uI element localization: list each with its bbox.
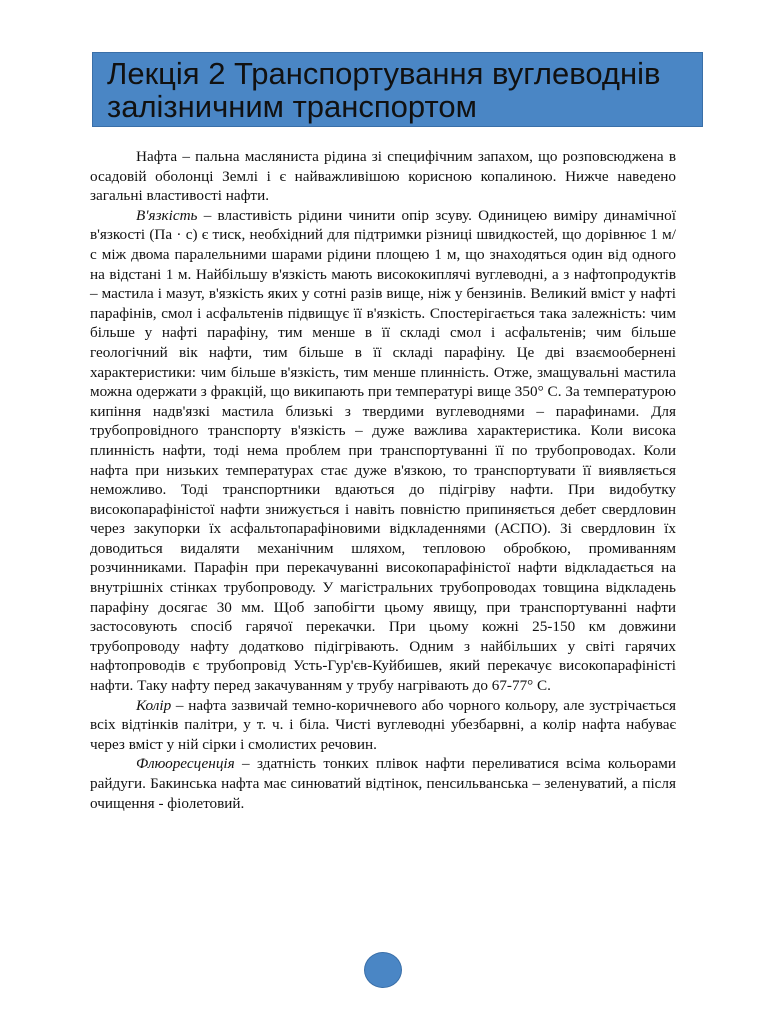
- lecture-body: [90, 147, 676, 813]
- title-line-2: залізничним транспортом: [107, 89, 477, 124]
- paragraph-text: Нафта – пальна масляниста рідина зі специфічним запахом, що розповсюджена в осадовій оболонці Землі і є найважливішою корисною копалиною. Нижче наведено загальні властивості нафти.: [90, 148, 676, 205]
- paragraph-viscosity: [90, 206, 676, 696]
- page-title: [107, 57, 703, 123]
- paragraph-text: – здатність тонких плівок нафти переливатися всіма кольорами райдуги. Бакинська нафта має синюватий відтінок, пенсильванська – зеленуватий, а після очищення - фіолетовий.: [90, 755, 676, 812]
- page-marker-circle: [364, 952, 402, 988]
- paragraph-color: [90, 696, 676, 755]
- term-viscosity: В'язкість: [136, 206, 198, 224]
- title-banner: [92, 52, 703, 127]
- term-color: Колір: [136, 696, 172, 714]
- paragraph-text: – нафта зазвичай темно-коричневого або чорного кольору, але зустрічається всіх відтінків палітри, у т. ч. і біла. Чисті вуглеводні убезбарвні, а колір нафта набуває через вміст у ній сірки і смолистих речовин.: [90, 696, 676, 753]
- paragraph-intro: [90, 147, 676, 206]
- title-line-1: Лекція 2 Транспортування вуглеводнів: [107, 56, 661, 91]
- term-fluorescence: Флюоресценція: [136, 755, 235, 773]
- paragraph-text: – властивість рідини чинити опір зсуву. Одиницею виміру динамічної в'язкості (Па · с) є тиск, необхідний для підтримки різниці швидкостей, що дорівнює 1 м/с між двома паралельними шарами рідини площею 1 м, що знаходяться один від одного на відстані 1 м. Найбільшу в'язкість мають висококиплячі вуглеводні, а з нафтопродуктів – мастила і мазут, в'язкість яких у сотні разів вище, ніж у бензинів. Великий вміст у нафті парафінів, смол і асфальтенів підвищує її в'язкість. Спостерігається така залежність: чим більше у нафті парафіну, тим менше в її складі смол і асфальтенів; чим більше геологічний вік нафти, тим більше в її складі парафіну. Це дві взаємообернені характеристики: чим більше в'язкість, тим менше плинність. Отже, змащувальні мастила можна одержати з фракцій, що википають при температурі вище 350° С. За температурою кипіння надв'язкі мастила близькі з твердими вуглеводнями – парафинами. Для трубопровідного транспорту в'язкість – дуже важлива характеристика. Коли висока плинність нафти, тоді нема проблем при транспортуванні її по трубопроводах. Коли нафта при низьких температурах стає дуже в'язкою, то транспортувати її виявляється неможливо. Тоді транспортники вдаються до підігріву нафти. При видобутку високопарафіністої нафти знижується і навіть повністю припиняється дебет свердловин через закупорки їх асфальтопарафіновими відкладеннями (АСПО). Зі свердловин їх доводиться видаляти механічним шляхом, тепловою обробкою, промиванням розчинниками. Парафін при перекачуванні високопарафіністої нафти відкладається на внутрішніх стінках трубопроводу. У магістральних трубопроводах товщина відкладень парафіну досягає 30 мм. Щоб запобігти цьому явищу, при транспортуванні нафти застосовують спосіб гарячої перекачки. При цьому кожні 25-150 км довжини трубопроводу нафту додатково підігрівають. Одним з найбільших у світі гарячих нафтопроводів є трубопровід Усть-Гур'єв-Куйбишев, який перекачує високопарафіністі нафти. Таку нафту перед закачуванням у трубу нагрівають до 67-77° С.: [90, 206, 676, 695]
- paragraph-fluorescence: [90, 754, 676, 813]
